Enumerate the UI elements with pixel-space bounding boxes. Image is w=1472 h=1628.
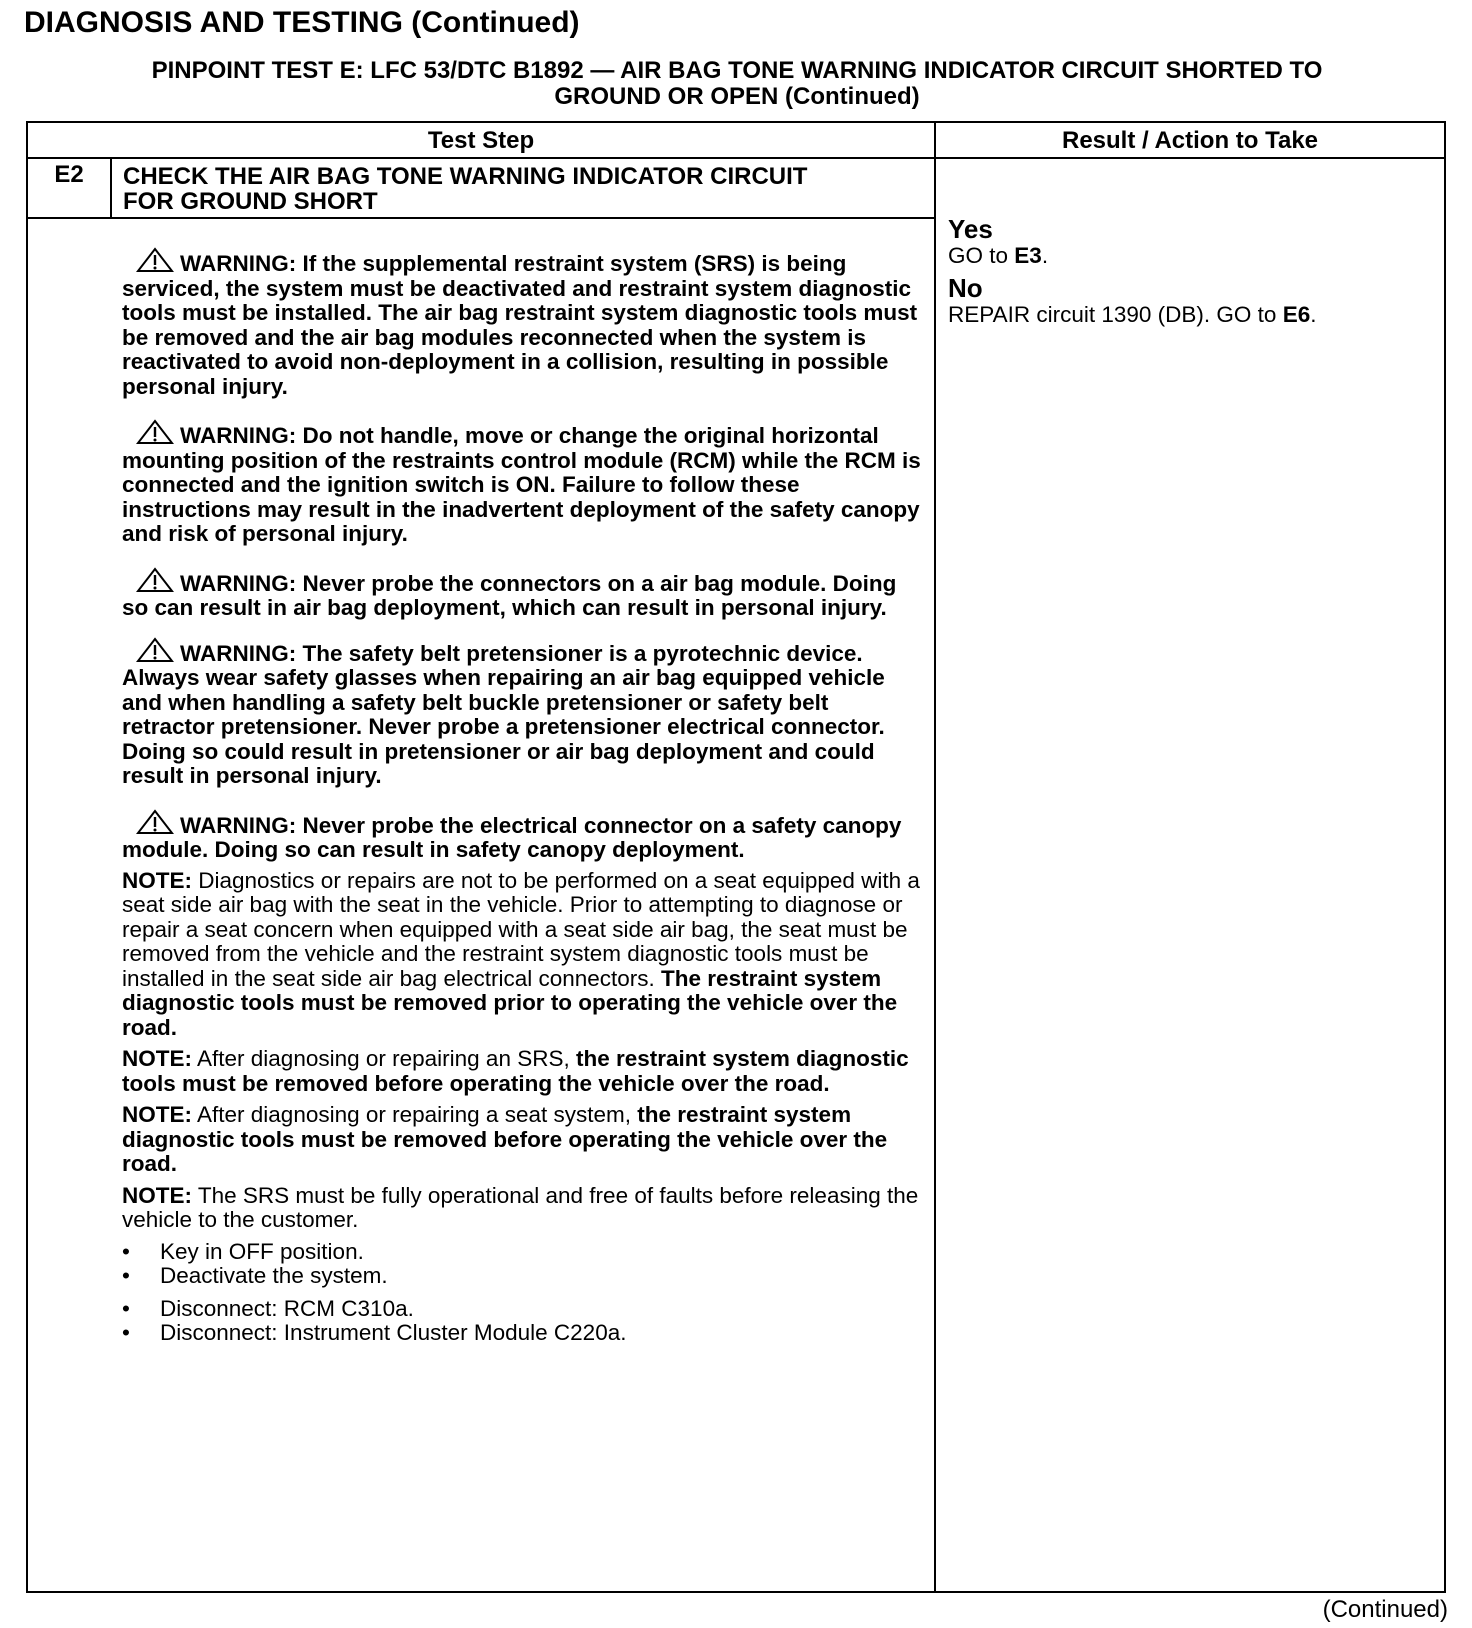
result-yes-label: Yes	[948, 214, 993, 244]
note-text: After diagnosing or repairing a seat system,	[192, 1102, 638, 1127]
note-emphasis: the restraint system diagnostic tools must be removed before operating the vehicle over the road.	[122, 1046, 909, 1096]
warning-text: WARNING: If the supplemental restraint system (SRS) is being serviced, the system must be deactivated and restraint system diagnostic tools must be installed. The air bag restraint system diagnostic tools must be removed and the air bag modules reconnected when the system is reactivated to avoid non-deployment in a collision, resulting in possible personal injury.	[122, 251, 918, 399]
warning-safety-canopy	[122, 809, 922, 863]
result-yes-action	[948, 243, 1428, 268]
page-heading: DIAGNOSIS AND TESTING (Continued)	[24, 6, 580, 39]
note-emphasis: the restraint system diagnostic tools must be removed before operating the vehicle over the road.	[122, 1102, 888, 1176]
result-no-target: E6	[1282, 302, 1311, 327]
warning-text: WARNING: The safety belt pretensioner is a pyrotechnic device. Always wear safety glasses when repairing an air bag equipped vehicle and when handling a safety belt buckle pretensioner or safety belt retractor pretensioner. Never probe a pretensioner electrical connector. Doing so could result in pretensioner or air bag deployment and could result in personal injury.	[122, 640, 885, 788]
note-label: NOTE:	[122, 867, 192, 893]
warning-probe-connectors	[122, 567, 922, 621]
note-label: NOTE:	[122, 1046, 192, 1071]
result-column	[948, 215, 1428, 333]
action-item: • Disconnect: RCM C310a.	[122, 1297, 922, 1322]
warning-text: WARNING: Never probe the connectors on a air bag module. Doing so can result in air bag deployment, which can result in personal injury.	[122, 570, 897, 620]
note-text: Diagnostics or repairs are not to be performed on a seat equipped with a seat side air bag with the seat in the vehicle. Prior to attempting to diagnose or repair a seat concern when equipped with a seat side air bag, the seat must be removed from the vehicle and the restraint system diagnostic tools must be installed in the seat side air bag electrical connectors.	[122, 867, 920, 991]
warning-pretensioner	[122, 637, 922, 789]
continued-footer: (Continued)	[1322, 1596, 1448, 1623]
note-after-srs	[122, 1047, 922, 1096]
action-list	[122, 1240, 922, 1346]
pinpoint-test-table	[26, 121, 1446, 1593]
warning-triangle-icon	[136, 247, 174, 273]
warning-text: WARNING: Never probe the electrical connector on a safety canopy module. Doing so can result in safety canopy deployment.	[122, 812, 902, 862]
step-title	[123, 164, 903, 214]
note-text: After diagnosing or repairing an SRS,	[192, 1046, 576, 1071]
column-header-test-step: Test Step	[427, 127, 535, 154]
warning-triangle-icon	[136, 637, 174, 663]
note-emphasis: The restraint system diagnostic tools must be removed prior to operating the vehicle over the road.	[122, 965, 898, 1040]
step-title-divider	[28, 217, 934, 219]
warning-rcm-position	[122, 419, 922, 547]
step-title-line2: FOR GROUND SHORT	[123, 188, 378, 215]
action-item: • Key in OFF position.	[122, 1240, 922, 1265]
step-body	[122, 247, 922, 1346]
result-no-action	[948, 302, 1428, 327]
result-no-text: REPAIR circuit 1390 (DB). GO to	[948, 302, 1283, 327]
result-no-label: No	[948, 273, 983, 303]
result-no-end: .	[1310, 302, 1317, 327]
note-srs-operational	[122, 1184, 922, 1233]
warning-triangle-icon	[136, 419, 174, 445]
step-title-line1: CHECK THE AIR BAG TONE WARNING INDICATOR CIRCUIT	[123, 163, 808, 190]
pinpoint-test-title-line1: PINPOINT TEST E: LFC 53/DTC B1892 — AIR BAG TONE WARNING INDICATOR CIRCUIT SHORTED TO	[151, 57, 1323, 84]
pinpoint-test-title	[24, 58, 1450, 110]
note-text: The SRS must be fully operational and free of faults before releasing the vehicle to the customer.	[122, 1182, 919, 1232]
note-seat-side-air-bag	[122, 869, 922, 1041]
result-yes-target: E3	[1014, 243, 1042, 268]
warning-triangle-icon	[136, 567, 174, 593]
action-item: • Deactivate the system.	[122, 1264, 922, 1289]
note-label: NOTE:	[122, 1102, 192, 1127]
warning-triangle-icon	[136, 809, 174, 835]
action-item: • Disconnect: Instrument Cluster Module C220a.	[122, 1321, 922, 1346]
result-yes-end: .	[1041, 243, 1049, 268]
column-divider	[934, 123, 936, 1591]
result-yes-text: GO to	[948, 243, 1015, 268]
warning-text: WARNING: Do not handle, move or change the original horizontal mounting position of the restraints control module (RCM) while the RCM is connected and the ignition switch is ON. Failure to follow these instructions may result in the inadvertent deployment of the safety canopy and risk of personal injury.	[122, 423, 921, 546]
column-header-result: Result / Action to Take	[1061, 127, 1319, 154]
step-id-divider	[110, 159, 112, 219]
pinpoint-test-title-line2: GROUND OR OPEN (Continued)	[554, 83, 920, 110]
warning-srs-service	[122, 247, 922, 399]
note-after-seat-system	[122, 1103, 922, 1177]
step-id: E2	[54, 161, 84, 188]
note-label: NOTE:	[122, 1182, 192, 1208]
